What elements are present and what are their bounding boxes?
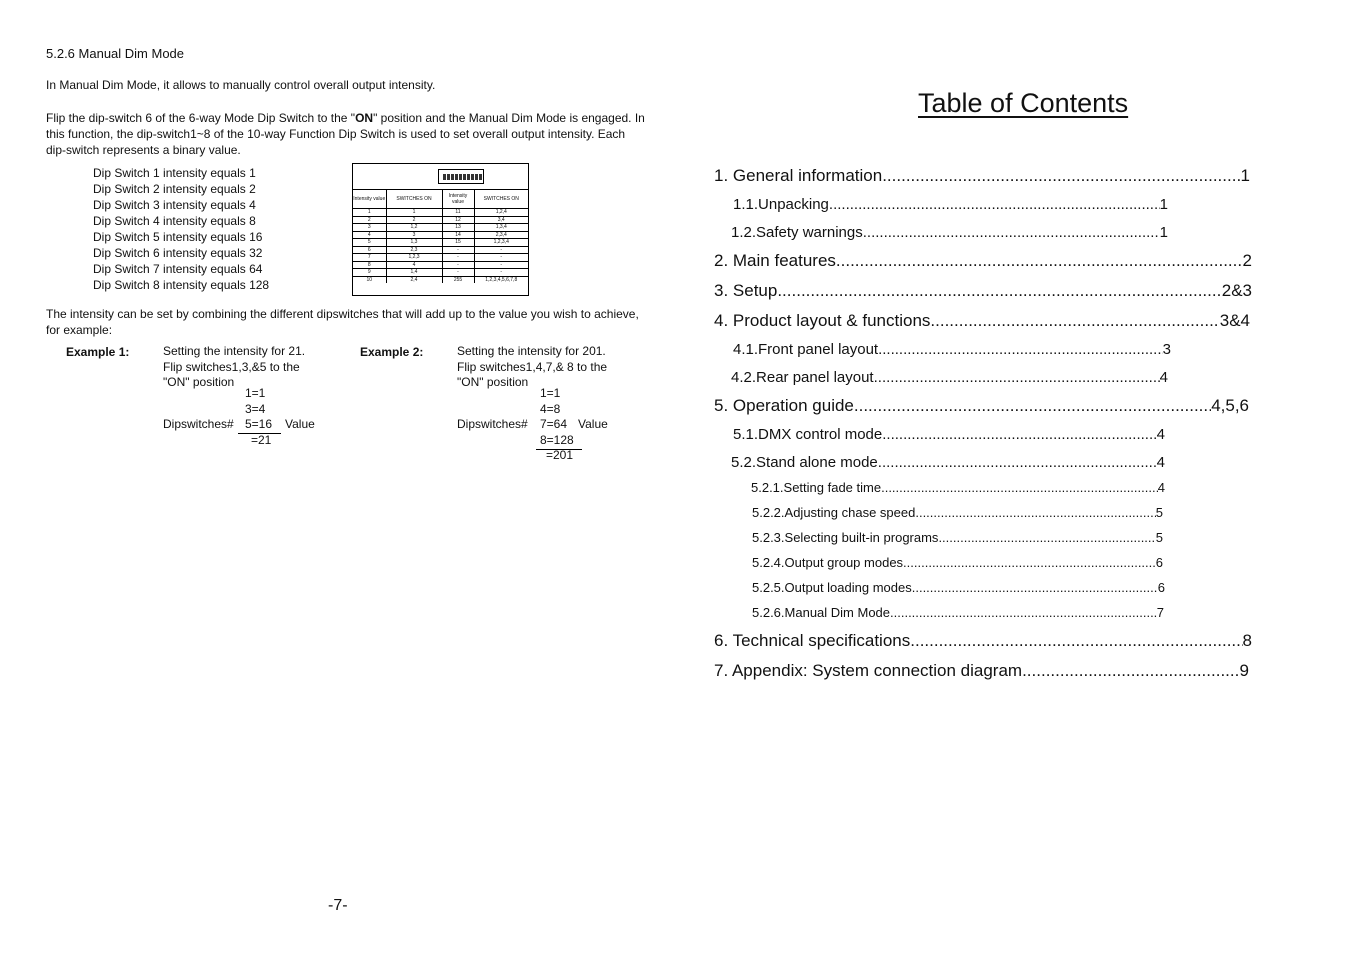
dip-switch-icon [438, 169, 484, 184]
table-cell: 2,3 [386, 246, 442, 254]
example2-label: Example 2: [360, 345, 424, 359]
table-cell: 13 [442, 224, 474, 232]
intensity-table [352, 163, 529, 296]
table-cell: 8 [353, 261, 386, 269]
toc-entry[interactable] [752, 554, 1163, 572]
dip-list-item: Dip Switch 3 intensity equals 4 [93, 198, 256, 212]
table-cell: - [442, 269, 474, 277]
table-cell: 1 [353, 209, 386, 217]
table-cell: 1,2,3 [386, 254, 442, 262]
toc-entry-page: 9 [1239, 661, 1249, 680]
toc-entry[interactable] [752, 604, 1164, 622]
table-cell: 11 [442, 209, 474, 217]
dip-list-item: Dip Switch 2 intensity equals 2 [93, 182, 256, 196]
example1-calc-line: 3=4 [245, 402, 266, 416]
example2-desc-line: Flip switches1,4,7,& 8 to the [457, 359, 608, 374]
toc-entry-page: 5 [1155, 505, 1163, 520]
dip-list-item: Dip Switch 5 intensity equals 16 [93, 230, 263, 244]
toc-entry[interactable] [714, 280, 1252, 302]
table-cell: - [474, 269, 528, 277]
toc-entry[interactable] [733, 425, 1165, 445]
table-header-cell: Intensity value [442, 190, 474, 209]
toc-entry-label: 5.2.3.Selecting built-in programs [752, 530, 939, 545]
toc-entry-label: 5.2.4.Output group modes [752, 555, 904, 570]
table-row [353, 261, 528, 269]
table-cell: 1,2,4 [474, 209, 528, 217]
toc-entry[interactable] [714, 250, 1252, 272]
toc-entry-page: 4,5,6 [1211, 396, 1249, 415]
toc-entry[interactable] [752, 504, 1163, 522]
toc-entry-page: 3&4 [1219, 311, 1250, 330]
toc-entry-label: 7. Appendix: System connection diagram [714, 661, 1023, 680]
dip-list-item: Dip Switch 1 intensity equals 1 [93, 166, 256, 180]
toc-entry[interactable] [733, 340, 1171, 360]
toc-entry[interactable] [714, 660, 1249, 682]
dip-list-item: Dip Switch 4 intensity equals 8 [93, 214, 256, 228]
table-cell: 1 [386, 209, 442, 217]
page-number: -7- [328, 897, 348, 914]
table-cell: - [442, 254, 474, 262]
intro-text: In Manual Dim Mode, it allows to manually control overall output intensity. [46, 78, 436, 92]
toc-entry[interactable] [714, 165, 1250, 187]
toc-entry-page: 4 [1156, 454, 1165, 471]
table-header-row [353, 190, 528, 209]
table-cell: 2 [386, 216, 442, 224]
table-cell: 1,3 [386, 239, 442, 247]
table-cell: 1,4 [386, 269, 442, 277]
dip-switch-list [93, 165, 269, 293]
dip-list-item: Dip Switch 6 intensity equals 32 [93, 246, 263, 260]
toc-entry-page: 4 [1159, 369, 1168, 386]
table-cell: - [474, 246, 528, 254]
table-row [353, 224, 528, 232]
toc-entry[interactable] [714, 310, 1250, 332]
combine-text: The intensity can be set by combining the different dipswitches that will add up to the value you wish to achieve, for example: [46, 307, 639, 337]
toc-entry[interactable] [731, 453, 1165, 473]
toc-entry-page: 1 [1159, 224, 1168, 241]
toc-entry[interactable] [731, 368, 1168, 388]
instruction-text-start: Flip the dip-switch 6 of the 6-way Mode Dip Switch to the " [46, 111, 356, 125]
table-cell: 1,2 [386, 224, 442, 232]
table-cell: 10 [353, 276, 386, 283]
toc-entry[interactable] [752, 529, 1163, 547]
example1-calc-line: 1=1 [245, 386, 266, 400]
table-row [353, 246, 528, 254]
toc-entry-label: 3. Setup [714, 281, 778, 300]
example2-calc-line: 4=8 [540, 402, 561, 416]
section-heading: 5.2.6 Manual Dim Mode [46, 46, 185, 61]
example2-desc-line: "ON" position [457, 375, 529, 389]
toc-entry-page: 1 [1240, 166, 1250, 185]
instruction-text-end: " position and the Manual Dim Mode is engaged. In this function, the dip-switch1~8 of the 10-way Function Dip Switch is used to set overall output intensity. Each dip-switch represents a binary value. [46, 111, 645, 157]
example1-dipswitches-label: Dipswitches# [163, 417, 234, 431]
intensity-data-table [353, 190, 528, 283]
table-cell: 2 [353, 216, 386, 224]
table-row [353, 239, 528, 247]
toc-entry-label: 5.2.1.Setting fade time [751, 480, 882, 495]
toc-entry-label: 1.1.Unpacking [733, 196, 829, 213]
toc-entry-label: 4. Product layout & functions [714, 311, 931, 330]
table-cell: 4 [386, 261, 442, 269]
toc-entry-page: 6 [1155, 555, 1163, 570]
dip-list-item: Dip Switch 8 intensity equals 128 [93, 278, 270, 292]
example1-calc-line: 5=16 [238, 417, 281, 434]
example1-value-label: Value [285, 417, 315, 431]
table-row [353, 254, 528, 262]
toc-entry-page: 7 [1156, 605, 1164, 620]
toc-entry-label: 4.2.Rear panel layout [731, 369, 874, 386]
toc-title: Table of Contents [918, 88, 1129, 118]
example1-desc-line: Setting the intensity for 21. [163, 344, 306, 358]
table-cell: 3,4 [474, 216, 528, 224]
table-cell: 5 [353, 239, 386, 247]
table-row [353, 209, 528, 217]
toc-entry-label: 1.2.Safety warnings [731, 224, 863, 241]
table-row [353, 276, 528, 283]
table-cell: 1,2,3,4,5,6,7,8 [474, 276, 528, 283]
toc-entry-label: 5.2.2.Adjusting chase speed [752, 505, 916, 520]
example2-calc-line: 8=128 [536, 433, 582, 450]
example1-label: Example 1: [66, 345, 130, 359]
toc-entry-label: 5.2.5.Output loading modes [752, 580, 912, 595]
toc-entry-label: 5.1.DMX control mode [733, 426, 883, 443]
table-cell: 1,3,4 [474, 224, 528, 232]
table-row [353, 231, 528, 239]
table-cell: 3 [353, 224, 386, 232]
instruction-paragraph [46, 110, 646, 158]
table-cell: 4 [353, 231, 386, 239]
toc-entry[interactable] [751, 479, 1165, 497]
toc-entry-label: 4.1.Front panel layout [733, 341, 879, 358]
table-cell: - [474, 254, 528, 262]
table-cell: - [474, 261, 528, 269]
toc-entry[interactable] [714, 630, 1252, 652]
table-header-cell: Intensity value [353, 190, 386, 209]
example1-description [163, 344, 323, 391]
table-cell: 15 [442, 239, 474, 247]
toc-entry-page: 4 [1156, 426, 1165, 443]
toc-entry-page: 3 [1162, 341, 1171, 358]
example1-total: =21 [251, 433, 272, 447]
toc-entry-label: 5.2.6.Manual Dim Mode [752, 605, 891, 620]
table-cell: 2,4 [386, 276, 442, 283]
toc-entry-label: 6. Technical specifications [714, 631, 911, 650]
table-cell: 14 [442, 231, 474, 239]
toc-entry-page: 4 [1157, 480, 1165, 495]
table-cell: 6 [353, 246, 386, 254]
example2-dipswitches-label: Dipswitches# [457, 417, 528, 431]
toc-entry[interactable] [733, 195, 1168, 215]
table-cell: 9 [353, 269, 386, 277]
table-switch-header [353, 164, 528, 190]
example2-calc-line: 1=1 [540, 386, 561, 400]
toc-entry-page: 6 [1157, 580, 1165, 595]
example2-total: =201 [546, 448, 574, 462]
example1-desc-line: "ON" position [163, 375, 235, 389]
table-cell: 2,3,4 [474, 231, 528, 239]
example1-desc-line: Flip switches1,3,&5 to the [163, 359, 300, 374]
example2-desc-line: Setting the intensity for 201. [457, 344, 606, 358]
table-cell: - [442, 261, 474, 269]
table-cell: 7 [353, 254, 386, 262]
toc-entry-label: 5. Operation guide [714, 396, 854, 415]
table-row [353, 216, 528, 224]
example2-value-label: Value [578, 417, 608, 431]
example2-description [457, 344, 617, 391]
toc-entry-label: 1. General information [714, 166, 883, 185]
toc-entry[interactable] [731, 223, 1168, 243]
table-cell: 255 [442, 276, 474, 283]
toc-entry-label: 5.2.Stand alone mode [731, 454, 878, 471]
table-cell: - [442, 246, 474, 254]
table-cell: 3 [386, 231, 442, 239]
dip-list-item: Dip Switch 7 intensity equals 64 [93, 262, 263, 276]
toc-entry-page: 5 [1155, 530, 1163, 545]
toc-entry-page: 1 [1159, 196, 1168, 213]
example2-calc-line: 7=64 [540, 417, 568, 431]
toc-entry-label: 2. Main features [714, 251, 836, 270]
table-header-cell: SWITCHES ON [474, 190, 528, 209]
table-header-cell: SWITCHES ON [386, 190, 442, 209]
table-cell: 1,2,3,4 [474, 239, 528, 247]
toc-entry[interactable] [752, 579, 1165, 597]
table-row [353, 269, 528, 277]
on-keyword: ON [355, 111, 374, 125]
toc-entry-page: 2 [1242, 251, 1252, 270]
table-cell: 12 [442, 216, 474, 224]
toc-entry-page: 2&3 [1221, 281, 1252, 300]
toc-entry[interactable] [714, 395, 1249, 417]
toc-entry-page: 8 [1242, 631, 1252, 650]
